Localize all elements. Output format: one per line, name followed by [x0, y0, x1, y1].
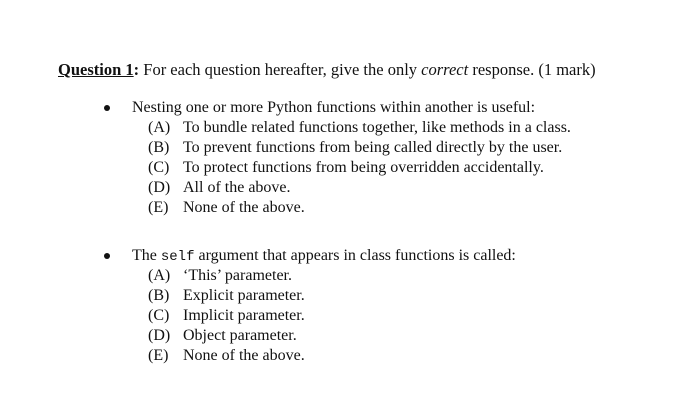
bullet-icon	[104, 253, 110, 259]
option-text: To bundle related functions together, like methods in a class.	[183, 119, 571, 136]
question-item-2	[112, 246, 516, 366]
option-text: None of the above.	[183, 347, 305, 364]
option-letter: (C)	[148, 159, 170, 176]
option-text: Implicit parameter.	[183, 307, 305, 324]
question-heading	[58, 60, 596, 80]
option-letter: (B)	[148, 287, 170, 304]
question-item-1	[112, 98, 571, 218]
option-letter: (E)	[148, 347, 169, 364]
option-text: To protect functions from being overridden accidentally.	[183, 159, 544, 176]
option-text: Object parameter.	[183, 327, 297, 344]
heading-text-after: response. (1 mark)	[468, 60, 596, 79]
option-text: ‘This’ parameter.	[183, 267, 292, 284]
stem-code: self	[160, 249, 195, 265]
question-colon: :	[133, 60, 140, 79]
stem-text	[132, 246, 516, 267]
heading-text-before: For each question hereafter, give the only	[139, 60, 422, 79]
option-text: Explicit parameter.	[183, 287, 305, 304]
option-text: None of the above.	[183, 199, 305, 216]
stem-text-after: argument that appears in class functions is called:	[194, 247, 516, 264]
bullet-icon	[104, 105, 110, 111]
option-letter: (B)	[148, 139, 170, 156]
option-text: All of the above.	[183, 179, 291, 196]
heading-italic-word: correct	[421, 60, 469, 79]
option-letter: (D)	[148, 327, 171, 344]
stem-text: Nesting one or more Python functions within another is useful:	[132, 99, 536, 116]
option-letter: (E)	[148, 199, 169, 216]
option-letter: (C)	[148, 307, 170, 324]
stem-text-before: The	[132, 247, 161, 264]
question-stem-1	[112, 98, 536, 118]
option-text: To prevent functions from being called directly by the user.	[183, 139, 563, 156]
question-stem-2	[112, 246, 516, 266]
question-number: Question 1	[58, 60, 134, 79]
option-letter: (A)	[148, 267, 171, 284]
option-letter: (A)	[148, 119, 171, 136]
option-letter: (D)	[148, 179, 171, 196]
